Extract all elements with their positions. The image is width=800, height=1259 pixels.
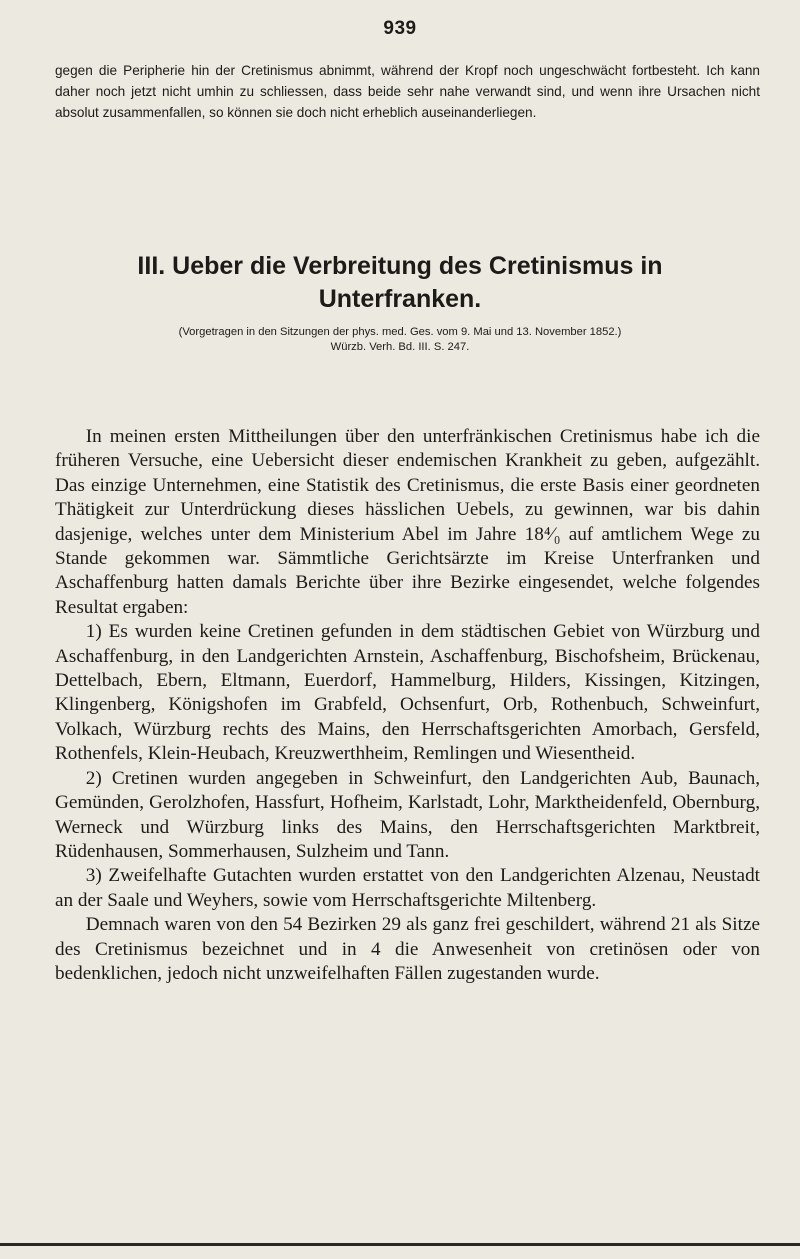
article-body xyxy=(55,425,760,986)
list-item-1: 1) Es wurden keine Cretinen gefunden in dem städtischen Gebiet von Würzburg und Aschaffenburg, in den Landgerichten Arnstein, Aschaffenburg, Bischofsheim, Brückenau, Dettelbach, Ebern, Eltmann, Euerdorf, Hammelburg, Hilders, Kissingen, Kitzingen, Klingenberg, Königshofen im Grabfeld, Ochsenfurt, Orb, Rothenbuch, Schweinfurt, Volkach, Würzburg rechts des Mains, den Herrschaftsgerichten Amorbach, Gersfeld, Rothenfels, Klein-Heubach, Kreuzwerthheim, Remlingen und Wiesentheid. xyxy=(55,621,760,765)
page-number: 939 xyxy=(383,18,417,39)
previous-section-text: gegen die Peripherie hin der Cretinismus abnimmt, während der Kropf noch ungeschwächt fortbesteht. Ich kann daher noch jetzt nicht umhin zu schliessen, dass beide sehr nahe verwandt sind, und wenn ihre Ursachen nicht absolut zusammenfallen, so können sie doch nicht erheblich auseinanderliegen. xyxy=(55,63,760,120)
section-title-line-2: Unterfranken. xyxy=(318,285,482,313)
intro-paragraph: In meinen ersten Mittheilungen über den unterfränkischen Cretinismus habe ich die früheren Versuche, eine Uebersicht dieser endemischen Krankheit zu geben, aufgezählt. Das einzige Unternehmen, eine Statistik des Cretinismus, die erste Basis einer geordneten Thätigkeit zur Unterdrückung dieses hässlichen Uebels, zu gewinnen, war bis dahin dasjenige, welches unter dem Ministerium Abel im Jahre 18⁴⁄₀ auf amtlichem Wege zu Stande gekommen war. Sämmtliche Gerichtsärzte im Kreise Unterfranken und Aschaffenburg hatten damals Berichte über ihre Bezirke eingesendet, welche folgendes Resultat ergaben: xyxy=(55,426,760,618)
section-heading xyxy=(0,250,800,316)
source-note-line-1: (Vorgetragen in den Sitzungen der phys. med. Ges. vom 9. Mai und 13. November 1852.) xyxy=(178,326,622,338)
list-item-2: 2) Cretinen wurden angegeben in Schweinfurt, den Landgerichten Aub, Baunach, Gemünden, Gerolzhofen, Hassfurt, Hofheim, Karlstadt, Lohr, Marktheidenfeld, Obernburg, Werneck und Würzburg links des Mains, den Herrschaftsgerichten Marktbreit, Rüdenhausen, Sommerhausen, Sulzheim und Tann. xyxy=(55,767,760,862)
source-note-line-2: Würzb. Verh. Bd. III. S. 247. xyxy=(330,341,470,353)
page-bottom-edge xyxy=(0,1243,800,1246)
section-title-line-1: III. Ueber die Verbreitung des Cretinismus in xyxy=(137,252,663,280)
list-item-3: 3) Zweifelhafte Gutachten wurden erstattet von den Landgerichten Alzenau, Neustadt an der Saale und Weyhers, sowie vom Herrschaftsgerichte Miltenberg. xyxy=(55,865,760,911)
summary-paragraph: Demnach waren von den 54 Bezirken 29 als ganz frei geschildert, während 21 als Sitze des Cretinismus bezeichnet und in 4 die Anwesenheit von cretinösen oder von bedenklichen, jedoch nicht unzweifelhaften Fällen zugestanden wurde. xyxy=(55,914,760,984)
source-note xyxy=(0,325,800,355)
